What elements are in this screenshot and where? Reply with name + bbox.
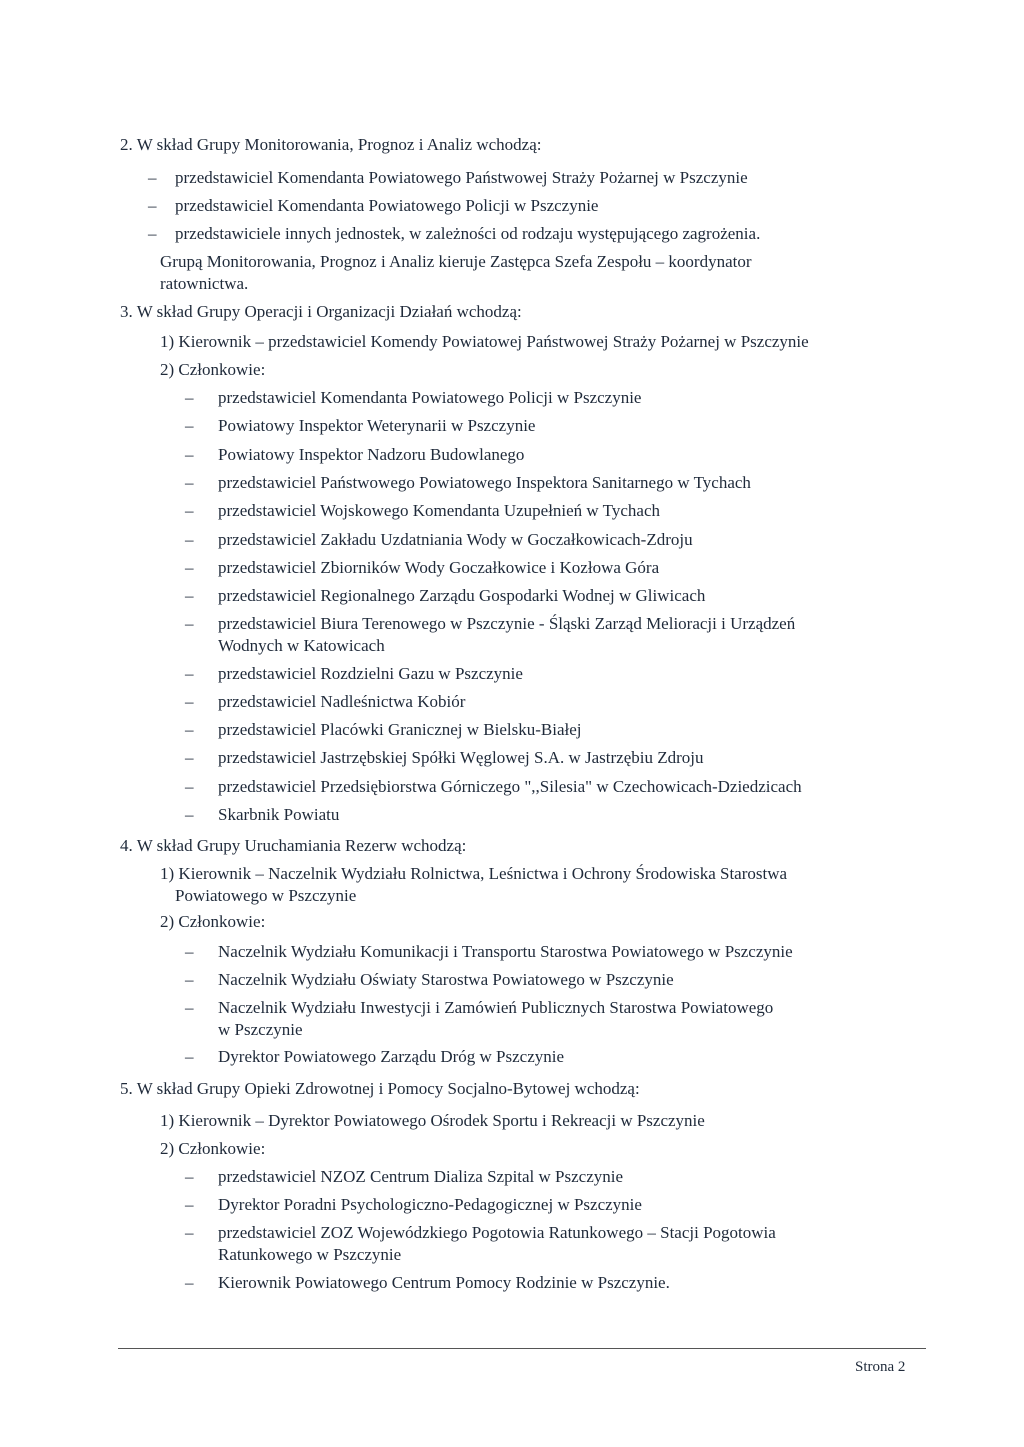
bullet-dash: – xyxy=(185,692,194,711)
list-item: Powiatowy Inspektor Nadzoru Budowlanego xyxy=(218,445,525,464)
bullet-dash: – xyxy=(185,1047,194,1066)
bullet-dash: – xyxy=(185,664,194,683)
section-2-heading: 2. W skład Grupy Monitorowania, Prognoz i Analiz wchodzą: xyxy=(120,135,542,154)
bullet-dash: – xyxy=(185,942,194,961)
bullet-dash: – xyxy=(185,748,194,767)
list-item: przedstawiciel Biura Terenowego w Pszczynie - Śląski Zarząd Melioracji i Urządzeń xyxy=(218,614,796,633)
list-item: Powiatowy Inspektor Weterynarii w Pszczynie xyxy=(218,416,536,435)
section-3-leader: 1) Kierownik – przedstawiciel Komendy Powiatowej Państwowej Straży Pożarnej w Pszczynie xyxy=(160,332,809,351)
bullet-dash: – xyxy=(185,473,194,492)
bullet-dash: – xyxy=(185,558,194,577)
list-item: przedstawiciel Komendanta Powiatowego Państwowej Straży Pożarnej w Pszczynie xyxy=(175,168,748,187)
list-item: przedstawiciel Regionalnego Zarządu Gospodarki Wodnej w Gliwicach xyxy=(218,586,706,605)
list-item: przedstawiciel Rozdzielni Gazu w Pszczynie xyxy=(218,664,523,683)
section-3-heading: 3. W skład Grupy Operacji i Organizacji Działań wchodzą: xyxy=(120,302,522,321)
bullet-dash: – xyxy=(185,805,194,824)
bullet-dash: – xyxy=(185,998,194,1017)
list-item: Dyrektor Powiatowego Zarządu Dróg w Pszczynie xyxy=(218,1047,565,1066)
bullet-dash: – xyxy=(185,416,194,435)
bullet-dash: – xyxy=(148,168,157,187)
bullet-dash: – xyxy=(185,445,194,464)
bullet-dash: – xyxy=(185,1167,194,1186)
section-3-members-label: 2) Członkowie: xyxy=(160,360,266,379)
list-item: przedstawiciel Państwowego Powiatowego Inspektora Sanitarnego w Tychach xyxy=(218,473,751,492)
section-4-members-label: 2) Członkowie: xyxy=(160,912,266,931)
bullet-dash: – xyxy=(148,196,157,215)
list-item: przedstawiciel Zakładu Uzdatniania Wody w Goczałkowicach-Zdroju xyxy=(218,530,693,549)
list-item-cont: Wodnych w Katowicach xyxy=(218,636,385,655)
list-item: Naczelnik Wydziału Komunikacji i Transportu Starostwa Powiatowego w Pszczynie xyxy=(218,942,793,961)
list-item: Dyrektor Poradni Psychologiczno-Pedagogicznej w Pszczynie xyxy=(218,1195,642,1214)
bullet-dash: – xyxy=(185,530,194,549)
list-item: przedstawiciel Placówki Granicznej w Bielsku-Białej xyxy=(218,720,582,739)
section-2-note-cont: ratownictwa. xyxy=(160,274,249,293)
page-number: Strona 2 xyxy=(855,1359,906,1375)
list-item: przedstawiciel NZOZ Centrum Dializa Szpital w Pszczynie xyxy=(218,1167,624,1186)
list-item: Kierownik Powiatowego Centrum Pomocy Rodzinie w Pszczynie. xyxy=(218,1273,670,1292)
bullet-dash: – xyxy=(185,777,194,796)
section-5-members-label: 2) Członkowie: xyxy=(160,1139,266,1158)
bullet-dash: – xyxy=(185,1223,194,1242)
bullet-dash: – xyxy=(185,614,194,633)
footer-divider xyxy=(118,1348,926,1349)
section-5-heading: 5. W skład Grupy Opieki Zdrowotnej i Pomocy Socjalno-Bytowej wchodzą: xyxy=(120,1079,640,1098)
list-item: przedstawiciel Nadleśnictwa Kobiór xyxy=(218,692,466,711)
bullet-dash: – xyxy=(185,1195,194,1214)
list-item: przedstawiciel Wojskowego Komendanta Uzupełnień w Tychach xyxy=(218,501,660,520)
list-item: przedstawiciel Przedsiębiorstwa Górniczego ",,Silesia" w Czechowicach-Dziedzicach xyxy=(218,777,802,796)
section-4-heading: 4. W skład Grupy Uruchamiania Rezerw wchodzą: xyxy=(120,836,467,855)
list-item: przedstawiciel Zbiorników Wody Goczałkowice i Kozłowa Góra xyxy=(218,558,660,577)
bullet-dash: – xyxy=(185,1273,194,1292)
list-item: przedstawiciel Komendanta Powiatowego Policji w Pszczynie xyxy=(175,196,599,215)
bullet-dash: – xyxy=(185,388,194,407)
section-4-leader-cont: Powiatowego w Pszczynie xyxy=(175,886,357,905)
list-item: Skarbnik Powiatu xyxy=(218,805,340,824)
bullet-dash: – xyxy=(185,586,194,605)
section-5-leader: 1) Kierownik – Dyrektor Powiatowego Ośrodek Sportu i Rekreacji w Pszczynie xyxy=(160,1111,705,1130)
list-item-cont: w Pszczynie xyxy=(218,1020,303,1039)
list-item: Naczelnik Wydziału Inwestycji i Zamówień Publicznych Starostwa Powiatowego xyxy=(218,998,774,1017)
section-2-note: Grupą Monitorowania, Prognoz i Analiz kieruje Zastępca Szefa Zespołu – koordynator xyxy=(160,252,752,271)
list-item: przedstawiciel Jastrzębskiej Spółki Węglowej S.A. w Jastrzębiu Zdroju xyxy=(218,748,704,767)
section-4-leader: 1) Kierownik – Naczelnik Wydziału Rolnictwa, Leśnictwa i Ochrony Środowiska Starostwa xyxy=(160,864,788,883)
list-item-cont: Ratunkowego w Pszczynie xyxy=(218,1245,402,1264)
list-item: przedstawiciel ZOZ Wojewódzkiego Pogotowia Ratunkowego – Stacji Pogotowia xyxy=(218,1223,776,1242)
bullet-dash: – xyxy=(185,501,194,520)
list-item: Naczelnik Wydziału Oświaty Starostwa Powiatowego w Pszczynie xyxy=(218,970,674,989)
bullet-dash: – xyxy=(185,970,194,989)
bullet-dash: – xyxy=(185,720,194,739)
bullet-dash: – xyxy=(148,224,157,243)
list-item: przedstawiciele innych jednostek, w zależności od rodzaju występującego zagrożenia. xyxy=(175,224,761,243)
list-item: przedstawiciel Komendanta Powiatowego Policji w Pszczynie xyxy=(218,388,642,407)
